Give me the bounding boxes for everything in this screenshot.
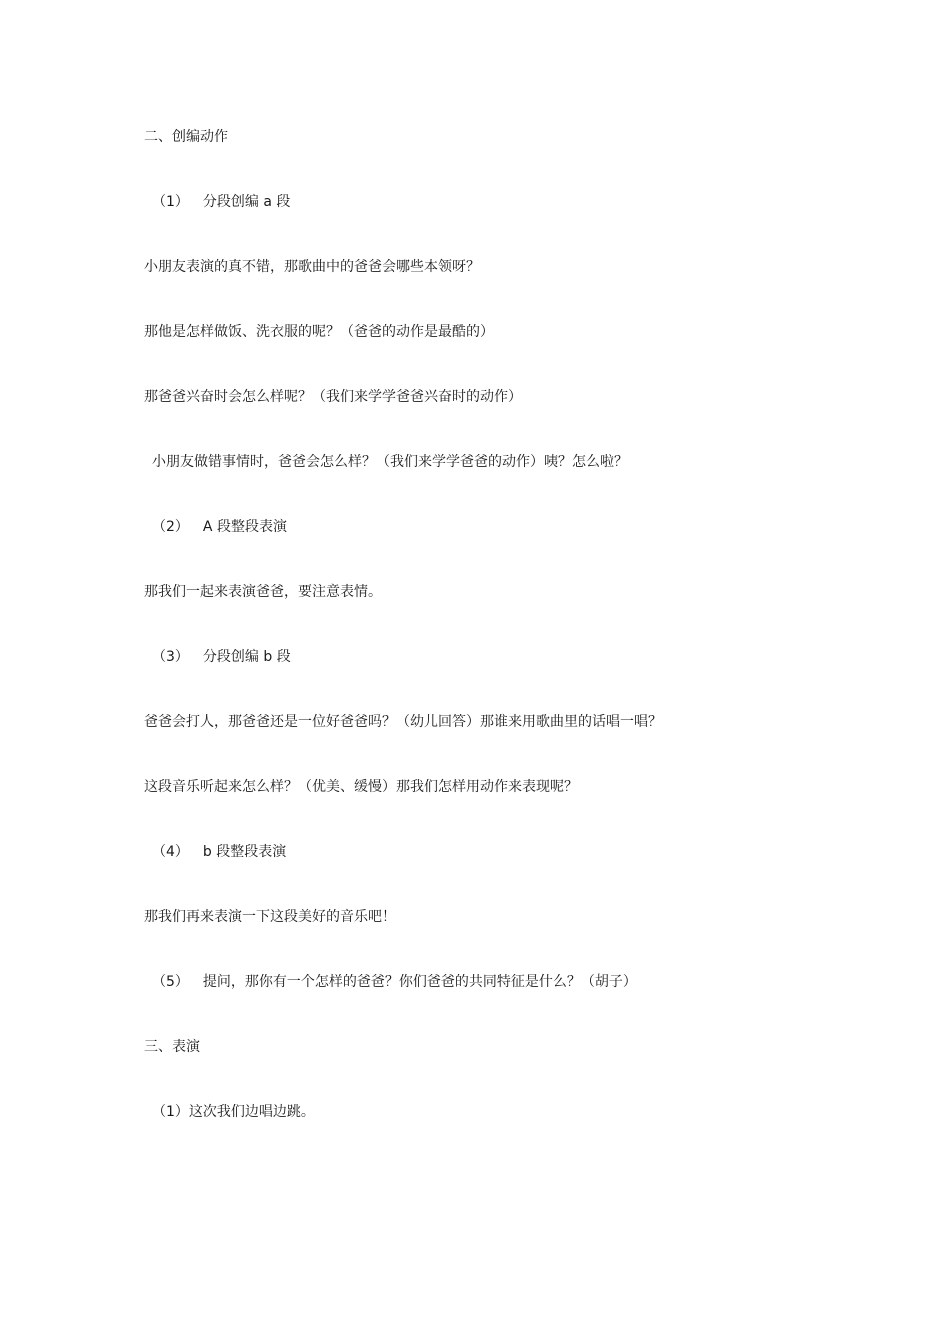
paragraph: 那他是怎样做饭、洗衣服的呢？（爸爸的动作是最酷的） <box>144 324 494 340</box>
paragraph: 这段音乐听起来怎么样？（优美、缓慢）那我们怎样用动作来表现呢？ <box>144 779 578 795</box>
list-item-text: A 段整段表演 <box>202 519 287 535</box>
list-item-number: （1） <box>152 194 189 210</box>
paragraph: 爸爸会打人，那爸爸还是一位好爸爸吗？（幼儿回答）那谁来用歌曲里的话唱一唱？ <box>144 714 662 730</box>
list-item-number: （5） <box>152 974 189 990</box>
list-item-text: 分段创编 b 段 <box>202 649 291 665</box>
paragraph: 那我们一起来表演爸爸，要注意表情。 <box>144 584 382 600</box>
list-item-3 <box>152 647 291 667</box>
section-heading-2: 二、创编动作 <box>144 129 228 145</box>
paragraph: 那我们再来表演一下这段美好的音乐吧！ <box>144 909 396 925</box>
list-item-number: （4） <box>152 844 189 860</box>
list-item-1 <box>152 192 290 212</box>
list-item-4 <box>152 842 286 862</box>
list-item-number: （2） <box>152 519 189 535</box>
paragraph: 小朋友表演的真不错，那歌曲中的爸爸会哪些本领呀？ <box>144 259 480 275</box>
list-item-text: 提问，那你有一个怎样的爸爸？你们爸爸的共同特征是什么？（胡子） <box>202 974 637 990</box>
list-item-text: 分段创编 a 段 <box>202 194 291 210</box>
paragraph: 那爸爸兴奋时会怎么样呢？（我们来学学爸爸兴奋时的动作） <box>144 389 522 405</box>
list-item-text: b 段整段表演 <box>202 844 287 860</box>
list-item-2 <box>152 517 287 537</box>
list-item-5 <box>152 972 637 992</box>
paragraph: 小朋友做错事情时，爸爸会怎么样？（我们来学学爸爸的动作）咦？怎么啦？ <box>152 454 628 470</box>
paragraph: （1）这次我们边唱边跳。 <box>152 1104 315 1120</box>
list-item-number: （3） <box>152 649 189 665</box>
section-heading-3: 三、表演 <box>144 1039 200 1055</box>
